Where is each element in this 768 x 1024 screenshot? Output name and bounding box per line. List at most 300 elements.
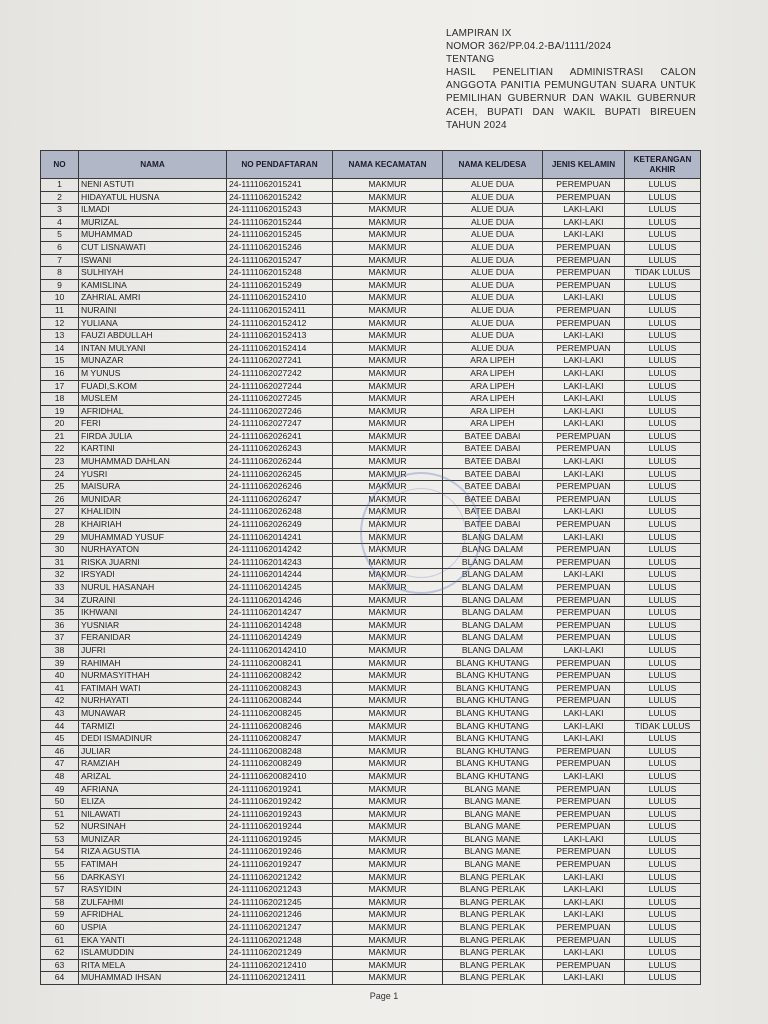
table-row: [41, 594, 701, 607]
cell-nama: FATIMAH: [79, 859, 227, 872]
cell-nama: EKA YANTI: [79, 934, 227, 947]
table-row: [41, 796, 701, 809]
cell-jenis-kelamin: PEREMPUAN: [543, 619, 625, 632]
cell-no: 60: [41, 922, 79, 935]
cell-keterangan: LULUS: [625, 594, 701, 607]
cell-nama: YULIANA: [79, 317, 227, 330]
cell-no: 25: [41, 481, 79, 494]
cell-kecamatan: MAKMUR: [333, 468, 443, 481]
table-row: [41, 304, 701, 317]
table-body: [41, 179, 701, 985]
cell-keterangan: LULUS: [625, 871, 701, 884]
cell-no-pendaftaran: 24-1111062008243: [227, 682, 333, 695]
cell-kecamatan: MAKMUR: [333, 330, 443, 343]
cell-no-pendaftaran: 24-1111062008241: [227, 657, 333, 670]
cell-kel-desa: BLANG KHUTANG: [443, 670, 543, 683]
table-row: [41, 871, 701, 884]
cell-kel-desa: BLANG PERLAK: [443, 934, 543, 947]
cell-jenis-kelamin: LAKI-LAKI: [543, 707, 625, 720]
page-number: Page 1: [369, 991, 399, 1001]
cell-kecamatan: MAKMUR: [333, 405, 443, 418]
cell-kel-desa: ALUE DUA: [443, 330, 543, 343]
cell-kecamatan: MAKMUR: [333, 796, 443, 809]
cell-jenis-kelamin: LAKI-LAKI: [543, 531, 625, 544]
cell-kecamatan: MAKMUR: [333, 531, 443, 544]
cell-keterangan: LULUS: [625, 216, 701, 229]
cell-no: 52: [41, 821, 79, 834]
cell-no-pendaftaran: 24-1111062015249: [227, 279, 333, 292]
cell-nama: RITA MELA: [79, 959, 227, 972]
cell-nama: ZURAINI: [79, 594, 227, 607]
cell-no: 54: [41, 846, 79, 859]
cell-nama: RAMZIAH: [79, 758, 227, 771]
cell-no: 49: [41, 783, 79, 796]
table-row: [41, 556, 701, 569]
cell-nama: YUSNIAR: [79, 619, 227, 632]
cell-kel-desa: BLANG MANE: [443, 821, 543, 834]
cell-jenis-kelamin: PEREMPUAN: [543, 267, 625, 280]
cell-kecamatan: MAKMUR: [333, 380, 443, 393]
table-row: [41, 619, 701, 632]
cell-jenis-kelamin: LAKI-LAKI: [543, 909, 625, 922]
cell-no: 43: [41, 707, 79, 720]
table-row: [41, 770, 701, 783]
cell-keterangan: LULUS: [625, 317, 701, 330]
cell-kecamatan: MAKMUR: [333, 393, 443, 406]
cell-keterangan: LULUS: [625, 355, 701, 368]
cell-kel-desa: BLANG DALAM: [443, 594, 543, 607]
cell-kecamatan: MAKMUR: [333, 418, 443, 431]
header-line: ANGGOTA PANITIA PEMUNGUTAN SUARA UNTUK: [446, 80, 696, 92]
cell-no-pendaftaran: 24-1111062014249: [227, 632, 333, 645]
cell-kecamatan: MAKMUR: [333, 733, 443, 746]
cell-jenis-kelamin: PEREMPUAN: [543, 179, 625, 192]
cell-nama: RASYIDIN: [79, 884, 227, 897]
cell-keterangan: LULUS: [625, 418, 701, 431]
cell-nama: KARTINI: [79, 443, 227, 456]
cell-jenis-kelamin: PEREMPUAN: [543, 657, 625, 670]
cell-no-pendaftaran: 24-1111062015247: [227, 254, 333, 267]
cell-kecamatan: MAKMUR: [333, 216, 443, 229]
cell-no-pendaftaran: 24-1111062019245: [227, 833, 333, 846]
cell-nama: DEDI ISMADINUR: [79, 733, 227, 746]
cell-kel-desa: ALUE DUA: [443, 191, 543, 204]
cell-jenis-kelamin: PEREMPUAN: [543, 317, 625, 330]
cell-jenis-kelamin: LAKI-LAKI: [543, 292, 625, 305]
cell-no: 35: [41, 607, 79, 620]
cell-kecamatan: MAKMUR: [333, 758, 443, 771]
cell-keterangan: LULUS: [625, 367, 701, 380]
cell-jenis-kelamin: LAKI-LAKI: [543, 644, 625, 657]
cell-nama: MUHAMMAD YUSUF: [79, 531, 227, 544]
table-row: [41, 821, 701, 834]
cell-no: 3: [41, 204, 79, 217]
table-row: [41, 670, 701, 683]
header-line: LAMPIRAN IX: [446, 28, 512, 39]
cell-no-pendaftaran: 24-1111062026244: [227, 456, 333, 469]
cell-nama: NILAWATI: [79, 808, 227, 821]
cell-no-pendaftaran: 24-1111062015244: [227, 216, 333, 229]
cell-no: 30: [41, 544, 79, 557]
column-header-nama-kecamatan: NAMA KECAMATAN: [333, 151, 443, 179]
cell-nama: NURMASYITHAH: [79, 670, 227, 683]
table-row: [41, 909, 701, 922]
cell-nama: FAUZI ABDULLAH: [79, 330, 227, 343]
table-row: [41, 846, 701, 859]
cell-no-pendaftaran: 24-1111062008244: [227, 695, 333, 708]
cell-no-pendaftaran: 24-11110620152412: [227, 317, 333, 330]
cell-no: 48: [41, 770, 79, 783]
table-row: [41, 418, 701, 431]
table-row: [41, 896, 701, 909]
cell-no-pendaftaran: 24-1111062008246: [227, 720, 333, 733]
table-row: [41, 342, 701, 355]
cell-jenis-kelamin: PEREMPUAN: [543, 695, 625, 708]
cell-kecamatan: MAKMUR: [333, 506, 443, 519]
header-line: TENTANG: [446, 54, 495, 66]
table-row: [41, 216, 701, 229]
table-row: [41, 569, 701, 582]
cell-no-pendaftaran: 24-11110620212411: [227, 972, 333, 985]
cell-keterangan: LULUS: [625, 191, 701, 204]
cell-jenis-kelamin: PEREMPUAN: [543, 241, 625, 254]
cell-keterangan: LULUS: [625, 204, 701, 217]
cell-jenis-kelamin: PEREMPUAN: [543, 430, 625, 443]
cell-jenis-kelamin: PEREMPUAN: [543, 544, 625, 557]
cell-no-pendaftaran: 24-1111062027241: [227, 355, 333, 368]
cell-no: 9: [41, 279, 79, 292]
column-header-nama: NAMA: [79, 151, 227, 179]
cell-no-pendaftaran: 24-11110620152413: [227, 330, 333, 343]
table-row: [41, 330, 701, 343]
cell-kecamatan: MAKMUR: [333, 972, 443, 985]
cell-keterangan: LULUS: [625, 569, 701, 582]
cell-kel-desa: ALUE DUA: [443, 279, 543, 292]
cell-no-pendaftaran: 24-1111062014241: [227, 531, 333, 544]
cell-keterangan: LULUS: [625, 544, 701, 557]
cell-no: 45: [41, 733, 79, 746]
cell-nama: ARIZAL: [79, 770, 227, 783]
cell-kecamatan: MAKMUR: [333, 569, 443, 582]
cell-kecamatan: MAKMUR: [333, 254, 443, 267]
cell-keterangan: LULUS: [625, 519, 701, 532]
cell-nama: AFRIANA: [79, 783, 227, 796]
cell-keterangan: TIDAK LULUS: [625, 267, 701, 280]
cell-keterangan: LULUS: [625, 304, 701, 317]
cell-nama: MUHAMMAD DAHLAN: [79, 456, 227, 469]
cell-jenis-kelamin: PEREMPUAN: [543, 922, 625, 935]
cell-kecamatan: MAKMUR: [333, 179, 443, 192]
cell-keterangan: LULUS: [625, 947, 701, 960]
cell-jenis-kelamin: LAKI-LAKI: [543, 569, 625, 582]
cell-kecamatan: MAKMUR: [333, 267, 443, 280]
cell-no: 24: [41, 468, 79, 481]
cell-kel-desa: BLANG KHUTANG: [443, 745, 543, 758]
cell-kecamatan: MAKMUR: [333, 833, 443, 846]
cell-keterangan: LULUS: [625, 644, 701, 657]
cell-kel-desa: ALUE DUA: [443, 179, 543, 192]
cell-no-pendaftaran: 24-1111062026243: [227, 443, 333, 456]
cell-no: 18: [41, 393, 79, 406]
table-row: [41, 229, 701, 242]
cell-no-pendaftaran: 24-1111062015242: [227, 191, 333, 204]
cell-no: 61: [41, 934, 79, 947]
cell-kecamatan: MAKMUR: [333, 644, 443, 657]
cell-kel-desa: BLANG DALAM: [443, 619, 543, 632]
cell-keterangan: LULUS: [625, 468, 701, 481]
column-header-no-pendaftaran: NO PENDAFTARAN: [227, 151, 333, 179]
cell-jenis-kelamin: LAKI-LAKI: [543, 947, 625, 960]
cell-no: 46: [41, 745, 79, 758]
cell-no: 51: [41, 808, 79, 821]
cell-no: 19: [41, 405, 79, 418]
cell-kel-desa: BLANG KHUTANG: [443, 758, 543, 771]
cell-nama: TARMIZI: [79, 720, 227, 733]
cell-jenis-kelamin: PEREMPUAN: [543, 481, 625, 494]
header-line: PEMILIHAN GUBERNUR DAN WAKIL GUBERNUR: [446, 93, 696, 105]
cell-no: 1: [41, 179, 79, 192]
cell-jenis-kelamin: LAKI-LAKI: [543, 393, 625, 406]
cell-jenis-kelamin: LAKI-LAKI: [543, 468, 625, 481]
cell-jenis-kelamin: LAKI-LAKI: [543, 770, 625, 783]
table-row: [41, 204, 701, 217]
cell-kecamatan: MAKMUR: [333, 896, 443, 909]
cell-nama: ELIZA: [79, 796, 227, 809]
table-row: [41, 859, 701, 872]
table-row: [41, 947, 701, 960]
cell-kecamatan: MAKMUR: [333, 922, 443, 935]
cell-no-pendaftaran: 24-1111062014245: [227, 582, 333, 595]
cell-keterangan: LULUS: [625, 972, 701, 985]
cell-kecamatan: MAKMUR: [333, 556, 443, 569]
cell-kecamatan: MAKMUR: [333, 947, 443, 960]
table-row: [41, 808, 701, 821]
table-row: [41, 884, 701, 897]
header-line: NOMOR 362/PP.04.2-BA/1111/2024: [446, 41, 612, 53]
cell-jenis-kelamin: PEREMPUAN: [543, 254, 625, 267]
table-row: [41, 493, 701, 506]
cell-nama: FERANIDAR: [79, 632, 227, 645]
header-line: HASIL PENELITIAN ADMINISTRASI CALON: [446, 67, 696, 79]
table-row: [41, 607, 701, 620]
cell-no-pendaftaran: 24-1111062008248: [227, 745, 333, 758]
cell-keterangan: LULUS: [625, 733, 701, 746]
cell-jenis-kelamin: PEREMPUAN: [543, 682, 625, 695]
cell-no: 42: [41, 695, 79, 708]
table-row: [41, 934, 701, 947]
cell-jenis-kelamin: LAKI-LAKI: [543, 456, 625, 469]
cell-kel-desa: BLANG MANE: [443, 808, 543, 821]
table-row: [41, 405, 701, 418]
table-row: [41, 367, 701, 380]
cell-no-pendaftaran: 24-1111062021249: [227, 947, 333, 960]
cell-no: 26: [41, 493, 79, 506]
cell-keterangan: LULUS: [625, 179, 701, 192]
cell-jenis-kelamin: LAKI-LAKI: [543, 833, 625, 846]
cell-keterangan: LULUS: [625, 279, 701, 292]
cell-keterangan: LULUS: [625, 531, 701, 544]
cell-keterangan: LULUS: [625, 695, 701, 708]
cell-no: 10: [41, 292, 79, 305]
cell-nama: NURUL HASANAH: [79, 582, 227, 595]
cell-jenis-kelamin: PEREMPUAN: [543, 519, 625, 532]
cell-nama: MURIZAL: [79, 216, 227, 229]
cell-no-pendaftaran: 24-1111062014243: [227, 556, 333, 569]
cell-kel-desa: ALUE DUA: [443, 304, 543, 317]
cell-kecamatan: MAKMUR: [333, 355, 443, 368]
cell-keterangan: LULUS: [625, 556, 701, 569]
cell-no: 8: [41, 267, 79, 280]
cell-kel-desa: BATEE DABAI: [443, 519, 543, 532]
cell-kel-desa: BLANG PERLAK: [443, 947, 543, 960]
cell-keterangan: LULUS: [625, 934, 701, 947]
cell-kel-desa: BLANG KHUTANG: [443, 770, 543, 783]
cell-kecamatan: MAKMUR: [333, 808, 443, 821]
cell-jenis-kelamin: LAKI-LAKI: [543, 367, 625, 380]
cell-no: 29: [41, 531, 79, 544]
cell-keterangan: LULUS: [625, 846, 701, 859]
table-row: [41, 657, 701, 670]
attachment-header: [446, 27, 696, 132]
cell-nama: ZAHRIAL AMRI: [79, 292, 227, 305]
cell-kecamatan: MAKMUR: [333, 582, 443, 595]
cell-kel-desa: BLANG KHUTANG: [443, 657, 543, 670]
cell-keterangan: LULUS: [625, 758, 701, 771]
cell-no: 53: [41, 833, 79, 846]
cell-kel-desa: ALUE DUA: [443, 254, 543, 267]
cell-keterangan: LULUS: [625, 833, 701, 846]
cell-kel-desa: BLANG DALAM: [443, 531, 543, 544]
cell-keterangan: LULUS: [625, 330, 701, 343]
cell-nama: MUHAMMAD IHSAN: [79, 972, 227, 985]
cell-nama: NURAINI: [79, 304, 227, 317]
cell-no: 2: [41, 191, 79, 204]
cell-kel-desa: BATEE DABAI: [443, 468, 543, 481]
cell-no-pendaftaran: 24-1111062014246: [227, 594, 333, 607]
cell-nama: MUSLEM: [79, 393, 227, 406]
cell-no-pendaftaran: 24-1111062019246: [227, 846, 333, 859]
cell-kel-desa: BLANG MANE: [443, 796, 543, 809]
cell-kel-desa: BLANG KHUTANG: [443, 682, 543, 695]
cell-jenis-kelamin: LAKI-LAKI: [543, 871, 625, 884]
cell-no: 41: [41, 682, 79, 695]
cell-no: 37: [41, 632, 79, 645]
cell-kecamatan: MAKMUR: [333, 229, 443, 242]
table-row: [41, 758, 701, 771]
cell-jenis-kelamin: PEREMPUAN: [543, 191, 625, 204]
candidate-table: [40, 150, 701, 985]
cell-kel-desa: BATEE DABAI: [443, 443, 543, 456]
cell-kecamatan: MAKMUR: [333, 519, 443, 532]
cell-keterangan: LULUS: [625, 241, 701, 254]
table-row: [41, 468, 701, 481]
cell-nama: ILMADI: [79, 204, 227, 217]
cell-no-pendaftaran: 24-11110620152410: [227, 292, 333, 305]
cell-no: 20: [41, 418, 79, 431]
cell-nama: ISLAMUDDIN: [79, 947, 227, 960]
cell-kecamatan: MAKMUR: [333, 632, 443, 645]
cell-kecamatan: MAKMUR: [333, 859, 443, 872]
cell-nama: CUT LISNAWATI: [79, 241, 227, 254]
cell-no: 21: [41, 430, 79, 443]
cell-keterangan: LULUS: [625, 859, 701, 872]
cell-kecamatan: MAKMUR: [333, 607, 443, 620]
cell-no-pendaftaran: 24-1111062015243: [227, 204, 333, 217]
table-row: [41, 972, 701, 985]
cell-jenis-kelamin: PEREMPUAN: [543, 934, 625, 947]
table-row: [41, 179, 701, 192]
cell-no-pendaftaran: 24-1111062008245: [227, 707, 333, 720]
cell-no-pendaftaran: 24-1111062019247: [227, 859, 333, 872]
cell-keterangan: LULUS: [625, 922, 701, 935]
cell-no-pendaftaran: 24-1111062026249: [227, 519, 333, 532]
cell-no-pendaftaran: 24-1111062019241: [227, 783, 333, 796]
cell-kel-desa: ALUE DUA: [443, 229, 543, 242]
table-row: [41, 632, 701, 645]
cell-keterangan: LULUS: [625, 745, 701, 758]
cell-no: 55: [41, 859, 79, 872]
cell-no-pendaftaran: 24-11110620152414: [227, 342, 333, 355]
cell-no: 32: [41, 569, 79, 582]
cell-jenis-kelamin: LAKI-LAKI: [543, 896, 625, 909]
cell-no-pendaftaran: 24-1111062014247: [227, 607, 333, 620]
cell-keterangan: LULUS: [625, 292, 701, 305]
cell-kecamatan: MAKMUR: [333, 594, 443, 607]
table-row: [41, 531, 701, 544]
cell-nama: FATIMAH WATI: [79, 682, 227, 695]
cell-kecamatan: MAKMUR: [333, 191, 443, 204]
cell-kel-desa: BLANG DALAM: [443, 644, 543, 657]
table-row: [41, 443, 701, 456]
cell-keterangan: LULUS: [625, 783, 701, 796]
cell-kel-desa: ALUE DUA: [443, 216, 543, 229]
cell-jenis-kelamin: PEREMPUAN: [543, 594, 625, 607]
cell-jenis-kelamin: LAKI-LAKI: [543, 355, 625, 368]
table-row: [41, 720, 701, 733]
cell-keterangan: LULUS: [625, 393, 701, 406]
cell-nama: RAHIMAH: [79, 657, 227, 670]
cell-kecamatan: MAKMUR: [333, 745, 443, 758]
cell-kecamatan: MAKMUR: [333, 456, 443, 469]
cell-jenis-kelamin: PEREMPUAN: [543, 493, 625, 506]
cell-kel-desa: BLANG PERLAK: [443, 871, 543, 884]
cell-no: 47: [41, 758, 79, 771]
cell-kecamatan: MAKMUR: [333, 317, 443, 330]
cell-nama: MUNAWAR: [79, 707, 227, 720]
cell-no: 39: [41, 657, 79, 670]
cell-kecamatan: MAKMUR: [333, 619, 443, 632]
cell-kel-desa: BLANG MANE: [443, 783, 543, 796]
cell-no: 57: [41, 884, 79, 897]
cell-nama: KHAIRIAH: [79, 519, 227, 532]
cell-kel-desa: BLANG DALAM: [443, 582, 543, 595]
cell-keterangan: LULUS: [625, 254, 701, 267]
cell-kel-desa: BLANG KHUTANG: [443, 733, 543, 746]
cell-keterangan: LULUS: [625, 959, 701, 972]
cell-keterangan: LULUS: [625, 506, 701, 519]
cell-nama: MAISURA: [79, 481, 227, 494]
cell-kel-desa: ARA LIPEH: [443, 380, 543, 393]
cell-no-pendaftaran: 24-1111062014242: [227, 544, 333, 557]
cell-kecamatan: MAKMUR: [333, 846, 443, 859]
cell-jenis-kelamin: PEREMPUAN: [543, 796, 625, 809]
cell-no-pendaftaran: 24-1111062026247: [227, 493, 333, 506]
cell-kel-desa: BLANG KHUTANG: [443, 707, 543, 720]
cell-nama: FERI: [79, 418, 227, 431]
cell-no-pendaftaran: 24-1111062027242: [227, 367, 333, 380]
cell-keterangan: LULUS: [625, 896, 701, 909]
table-row: [41, 833, 701, 846]
